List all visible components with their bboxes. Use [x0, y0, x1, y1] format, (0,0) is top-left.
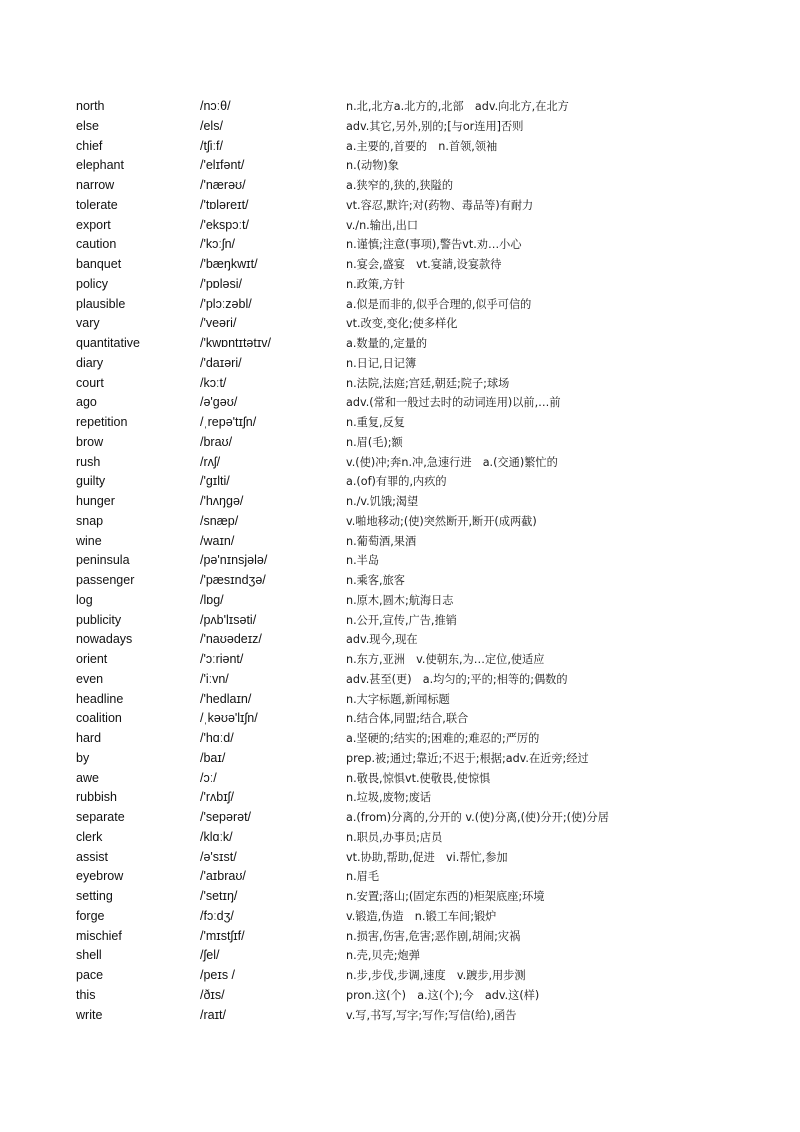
- entry-word: ago: [76, 395, 97, 410]
- entry-word: peninsula: [76, 553, 130, 568]
- entry-definition: a.坚硬的;结实的;困难的;难忍的;严厉的: [346, 732, 540, 745]
- entry-definition: a.(from)分离的,分开的 v.(使)分离,(使)分开;(使)分居: [346, 811, 609, 824]
- entry-word: north: [76, 99, 105, 113]
- vocab-entry: [0, 907, 800, 927]
- entry-phonetic: /els/: [200, 118, 223, 133]
- entry-word: log: [76, 592, 93, 607]
- entry-word: even: [76, 671, 104, 686]
- entry-word: headline: [76, 691, 124, 706]
- vocab-entry: [0, 690, 800, 710]
- entry-definition: n.眉(毛);额: [346, 435, 403, 449]
- entry-definition: n.大字标题,新闻标题: [346, 692, 450, 706]
- entry-definition: v.写,书写,写字;写作;写信(给),函告: [346, 1008, 517, 1022]
- entry-phonetic: /'setɪŋ/: [200, 889, 238, 903]
- entry-phonetic: /pʌb'lɪsəti/: [200, 612, 257, 627]
- entry-definition: n.步,步伐,步调,速度 v.踱步,用步测: [346, 969, 526, 982]
- entry-phonetic: /ɔː/: [200, 770, 217, 785]
- entry-phonetic: /'iːvn/: [200, 671, 229, 686]
- vocab-entry: [0, 749, 800, 769]
- entry-phonetic: /'plɔːzəbl/: [200, 296, 252, 311]
- vocab-entry: [0, 492, 800, 512]
- entry-word: repetition: [76, 415, 128, 429]
- entry-definition: n.敬畏,惊惧vt.使敬畏,使惊惧: [346, 771, 491, 785]
- vocab-entry: [0, 255, 800, 275]
- entry-definition: pron.这(个) a.这(个);今 adv.这(样): [346, 988, 540, 1002]
- entry-word: diary: [76, 355, 104, 370]
- entry-word: tolerate: [76, 197, 118, 212]
- entry-word: coalition: [76, 711, 122, 726]
- entry-word: rubbish: [76, 790, 117, 805]
- entry-word: forge: [76, 908, 105, 923]
- vocab-entry: [0, 551, 800, 571]
- vocab-entry: [0, 769, 800, 789]
- entry-definition: n.宴会,盛宴 vt.宴請,设宴款待: [346, 258, 502, 271]
- vocab-entry: [0, 848, 800, 868]
- entry-definition: adv.现今,现在: [346, 633, 418, 647]
- entry-word: else: [76, 118, 99, 133]
- entry-word: brow: [76, 434, 104, 449]
- entry-word: this: [76, 987, 96, 1002]
- entry-definition: a.狭窄的,狭的,狭隘的: [346, 179, 454, 192]
- entry-word: plausible: [76, 296, 126, 311]
- entry-phonetic: /'hʌŋgə/: [200, 494, 244, 508]
- entry-definition: v./n.输出,出口: [346, 218, 419, 232]
- vocab-entry: [0, 670, 800, 690]
- entry-word: quantitative: [76, 336, 140, 350]
- vocab-entry: [0, 1006, 800, 1026]
- entry-word: awe: [76, 770, 99, 785]
- vocab-entry: [0, 966, 800, 986]
- entry-definition: n.垃圾,废物;废话: [346, 791, 432, 805]
- vocab-entry: [0, 788, 800, 808]
- entry-definition: a.似是而非的,似乎合理的,似乎可信的: [346, 297, 532, 311]
- entry-definition: a.(of)有罪的,内疚的: [346, 475, 447, 489]
- entry-word: publicity: [76, 612, 122, 627]
- entry-definition: n.职员,办事员;店员: [346, 830, 443, 844]
- entry-definition: v.(使)冲;奔n.冲,急速行进 a.(交通)繁忙的: [346, 455, 558, 469]
- entry-definition: n.重复,反复: [346, 416, 405, 429]
- entry-word: setting: [76, 889, 113, 903]
- vocab-entry: [0, 295, 800, 315]
- entry-word: write: [76, 1007, 103, 1022]
- vocab-entry: [0, 867, 800, 887]
- vocab-entry: [0, 433, 800, 453]
- entry-definition: prep.被;通过;靠近;不迟于;根据;adv.在近旁;经过: [346, 751, 589, 765]
- entry-word: guilty: [76, 474, 106, 489]
- entry-word: wine: [76, 533, 102, 548]
- entry-word: elephant: [76, 158, 124, 173]
- vocab-entry: [0, 986, 800, 1006]
- entry-phonetic: /lɒg/: [200, 592, 224, 607]
- entry-phonetic: /pə'nɪnsjələ/: [200, 553, 268, 568]
- entry-phonetic: /tʃiːf/: [200, 138, 223, 153]
- entry-word: mischief: [76, 928, 122, 943]
- vocab-entry: [0, 611, 800, 631]
- entry-word: orient: [76, 652, 108, 666]
- entry-phonetic: /ʃel/: [200, 948, 220, 963]
- entry-definition: n.公开,宣传,广告,推销: [346, 613, 457, 627]
- entry-phonetic: /ˌrepə'tɪʃn/: [200, 415, 257, 429]
- vocab-entry: [0, 472, 800, 492]
- entry-word: policy: [76, 276, 108, 291]
- vocab-entry: [0, 532, 800, 552]
- entry-word: narrow: [76, 178, 115, 192]
- entry-phonetic: /'gɪlti/: [200, 474, 230, 489]
- entry-phonetic: /snæp/: [200, 513, 239, 528]
- vocab-entry: [0, 97, 800, 117]
- entry-phonetic: /'veəri/: [200, 316, 237, 331]
- entry-definition: n.损害,伤害,危害;恶作剧,胡闹;灾祸: [346, 929, 521, 943]
- entry-phonetic: /rʌʃ/: [200, 454, 221, 469]
- entry-phonetic: /'hedlaɪn/: [200, 691, 252, 706]
- entry-definition: n.乘客,旅客: [346, 574, 405, 587]
- vocab-entry: [0, 275, 800, 295]
- entry-definition: n.法院,法庭;宫廷,朝廷;院子;球场: [346, 376, 510, 390]
- entry-word: pace: [76, 968, 104, 982]
- entry-word: snap: [76, 513, 104, 528]
- entry-phonetic: /'sepərət/: [200, 810, 252, 824]
- vocab-entry: [0, 117, 800, 137]
- entry-definition: n.葡萄酒,果酒: [346, 534, 417, 548]
- entry-definition: v.锻造,伪造 n.锻工车间;锻炉: [346, 909, 497, 923]
- vocab-entry: [0, 393, 800, 413]
- entry-phonetic: /'mɪstʃɪf/: [200, 928, 245, 943]
- entry-phonetic: /fɔːdʒ/: [200, 908, 234, 923]
- entry-phonetic: /ə'gəʊ/: [200, 395, 238, 410]
- entry-word: clerk: [76, 829, 103, 844]
- entry-word: nowadays: [76, 632, 133, 647]
- entry-phonetic: /baɪ/: [200, 750, 226, 765]
- entry-definition: n.壳,贝壳;炮弹: [346, 949, 420, 963]
- entry-phonetic: /'pæsɪndʒə/: [200, 573, 266, 587]
- entry-phonetic: /'daɪəri/: [200, 355, 242, 370]
- vocab-entry: [0, 216, 800, 236]
- vocab-entry: [0, 156, 800, 176]
- vocab-entry: [0, 729, 800, 749]
- entry-phonetic: /'hɑːd/: [200, 731, 234, 745]
- vocab-entry: [0, 828, 800, 848]
- vocab-entry: [0, 630, 800, 650]
- entry-word: passenger: [76, 573, 135, 587]
- entry-phonetic: /ˌkəʊə'lɪʃn/: [200, 711, 258, 726]
- entry-phonetic: /'kwɒntɪtətɪv/: [200, 336, 272, 350]
- vocab-entry: [0, 709, 800, 729]
- entry-word: export: [76, 217, 111, 232]
- entry-definition: n.半岛: [346, 554, 380, 568]
- vocab-entry: [0, 591, 800, 611]
- entry-phonetic: /klɑːk/: [200, 829, 233, 844]
- vocab-entry: [0, 571, 800, 591]
- vocab-entry: [0, 413, 800, 433]
- entry-phonetic: /'naʊədeɪz/: [200, 632, 262, 647]
- vocab-entry: [0, 196, 800, 216]
- vocab-entry: [0, 927, 800, 947]
- entry-definition: n.东方,亚洲 v.使朝东,为…定位,使适应: [346, 653, 545, 666]
- entry-phonetic: /nɔːθ/: [200, 99, 231, 113]
- entry-word: banquet: [76, 257, 122, 271]
- vocab-entry: [0, 946, 800, 966]
- entry-word: by: [76, 750, 90, 765]
- vocab-entry: [0, 374, 800, 394]
- entry-definition: n.结合体,同盟;结合,联合: [346, 712, 469, 726]
- entry-phonetic: /'elɪfənt/: [200, 158, 245, 173]
- entry-definition: v.啪地移动;(使)突然断开,断开(成两截): [346, 514, 537, 528]
- entry-phonetic: /ðɪs/: [200, 987, 225, 1002]
- vocabulary-list: [0, 97, 800, 1025]
- entry-definition: vt.协助,帮助,促进 vi.帮忙,参加: [346, 850, 508, 864]
- entry-word: vary: [76, 316, 100, 331]
- entry-word: rush: [76, 454, 101, 469]
- entry-word: eyebrow: [76, 869, 124, 884]
- entry-phonetic: /'ekspɔːt/: [200, 217, 249, 232]
- entry-phonetic: /'pɒləsi/: [200, 276, 242, 291]
- entry-definition: n.原木,圆木;航海日志: [346, 593, 454, 607]
- entry-word: caution: [76, 237, 117, 252]
- entry-definition: vt.容忍,默许;对(药物、毒品等)有耐力: [346, 198, 534, 212]
- entry-definition: n.日记,日记簿: [346, 356, 417, 370]
- entry-phonetic: /'ɔːriənt/: [200, 652, 244, 666]
- entry-phonetic: /braʊ/: [200, 434, 233, 449]
- entry-word: hunger: [76, 494, 115, 508]
- vocab-entry: [0, 176, 800, 196]
- entry-definition: n.谨慎;注意(事项),警告vt.劝…小心: [346, 238, 522, 252]
- vocab-entry: [0, 235, 800, 255]
- vocab-entry: [0, 334, 800, 354]
- vocab-entry: [0, 650, 800, 670]
- entry-definition: adv.(常和一般过去时的动词连用)以前,…前: [346, 396, 561, 410]
- entry-phonetic: /'aɪbraʊ/: [200, 869, 246, 884]
- vocab-entry: [0, 512, 800, 532]
- entry-definition: adv.甚至(更) a.均匀的;平的;相等的;偶数的: [346, 672, 568, 686]
- vocab-entry: [0, 354, 800, 374]
- entry-word: hard: [76, 731, 102, 745]
- vocab-entry: [0, 887, 800, 907]
- entry-definition: vt.改变,变化;使多样化: [346, 317, 458, 331]
- entry-word: shell: [76, 948, 102, 963]
- vocab-entry: [0, 314, 800, 334]
- entry-phonetic: /waɪn/: [200, 533, 235, 548]
- entry-word: assist: [76, 849, 108, 864]
- entry-definition: n.政策,方针: [346, 277, 405, 291]
- entry-phonetic: /'nærəʊ/: [200, 178, 246, 192]
- entry-definition: n.北,北方a.北方的,北部 adv.向北方,在北方: [346, 100, 569, 113]
- entry-phonetic: /'bæŋkwɪt/: [200, 257, 258, 271]
- entry-phonetic: /'kɔːʃn/: [200, 237, 236, 252]
- entry-definition: n.眉毛: [346, 870, 380, 884]
- entry-definition: n.安置;落山;(固定东西的)柜架底座;环境: [346, 890, 545, 903]
- entry-definition: a.数量的,定量的: [346, 337, 428, 350]
- entry-phonetic: /ə'sɪst/: [200, 849, 237, 864]
- entry-word: chief: [76, 138, 103, 153]
- vocab-entry: [0, 137, 800, 157]
- entry-definition: adv.其它,另外,别的;[与or连用]否则: [346, 119, 524, 133]
- entry-phonetic: /'rʌbɪʃ/: [200, 790, 234, 805]
- entry-phonetic: /'tɒləreɪt/: [200, 197, 249, 212]
- vocab-entry: [0, 453, 800, 473]
- entry-definition: a.主要的,首要的 n.首领,领袖: [346, 139, 498, 153]
- entry-word: separate: [76, 810, 125, 824]
- entry-definition: n./v.饥饿;渴望: [346, 495, 419, 508]
- entry-definition: n.(动物)象: [346, 159, 399, 173]
- entry-phonetic: /kɔːt/: [200, 375, 227, 390]
- vocab-entry: [0, 808, 800, 828]
- entry-phonetic: /raɪt/: [200, 1007, 226, 1022]
- entry-phonetic: /peɪs /: [200, 968, 236, 982]
- entry-word: court: [76, 375, 104, 390]
